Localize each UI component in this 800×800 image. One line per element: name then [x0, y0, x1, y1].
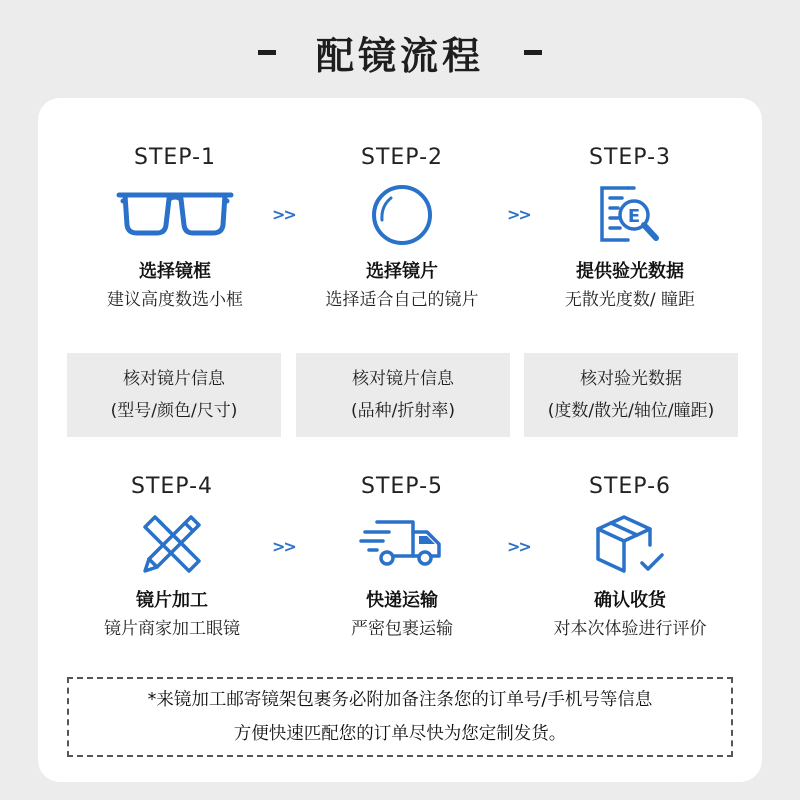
info-box-3-detail: (度数/散光/轴位/瞳距) [547, 401, 715, 421]
step-2-label: STEP-2 [360, 145, 444, 170]
step-5-desc: 严密包裹运输 [351, 619, 453, 639]
arrow-2: >> [507, 205, 530, 224]
ruler-pencil-icon [52, 501, 292, 587]
shipping-note [67, 677, 733, 757]
info-box-3-title: 核对验光数据 [580, 369, 682, 389]
info-box-3 [524, 353, 738, 437]
step-3-label: STEP-3 [588, 145, 672, 170]
step-1 [55, 144, 295, 314]
package-check-icon [510, 501, 750, 587]
step-4-desc: 镜片商家加工眼镜 [104, 619, 240, 639]
step-1-name: 选择镜框 [139, 261, 211, 282]
step-6-label: STEP-6 [588, 474, 672, 499]
step-6-desc: 对本次体验进行评价 [553, 619, 707, 639]
info-box-1 [67, 353, 281, 437]
glasses-icon [55, 172, 295, 258]
step-6 [510, 473, 750, 643]
step-2-desc: 选择适合自己的镜片 [325, 290, 479, 310]
step-6-name: 确认收货 [594, 590, 666, 611]
delivery-truck-icon [282, 501, 522, 587]
eye-chart-search-icon [510, 172, 750, 258]
step-1-desc: 建议高度数选小框 [107, 290, 243, 310]
step-4-name: 镜片加工 [136, 590, 208, 611]
step-3-name: 提供验光数据 [576, 261, 684, 282]
info-box-2 [296, 353, 510, 437]
step-5 [282, 473, 522, 643]
step-5-name: 快递运输 [366, 590, 438, 611]
step-4-label: STEP-4 [130, 474, 214, 499]
title-left-dash [258, 50, 276, 55]
step-3-desc: 无散光度数/ 瞳距 [564, 290, 696, 310]
step-5-label: STEP-5 [360, 474, 444, 499]
page-header [0, 22, 800, 82]
svg-text:E: E [627, 206, 641, 227]
arrow-3: >> [272, 537, 295, 556]
step-2-name: 选择镜片 [366, 261, 438, 282]
info-box-1-detail: (型号/颜色/尺寸) [110, 401, 238, 421]
step-3 [510, 144, 750, 314]
shipping-note-line-1: *来镜加工邮寄镜架包裹务必附加备注条您的订单号/手机号等信息 [147, 690, 653, 710]
title-right-dash [524, 50, 542, 55]
arrow-1: >> [272, 205, 295, 224]
step-2 [282, 144, 522, 314]
step-1-label: STEP-1 [133, 145, 217, 170]
info-box-2-detail: (品种/折射率) [351, 401, 455, 421]
info-box-2-title: 核对镜片信息 [352, 369, 454, 389]
shipping-note-line-2: 方便快速匹配您的订单尽快为您定制发货。 [233, 724, 567, 744]
info-box-1-title: 核对镜片信息 [123, 369, 225, 389]
page-title: 配镜流程 [315, 33, 484, 78]
step-4 [52, 473, 292, 643]
arrow-4: >> [507, 537, 530, 556]
lens-icon [282, 172, 522, 258]
